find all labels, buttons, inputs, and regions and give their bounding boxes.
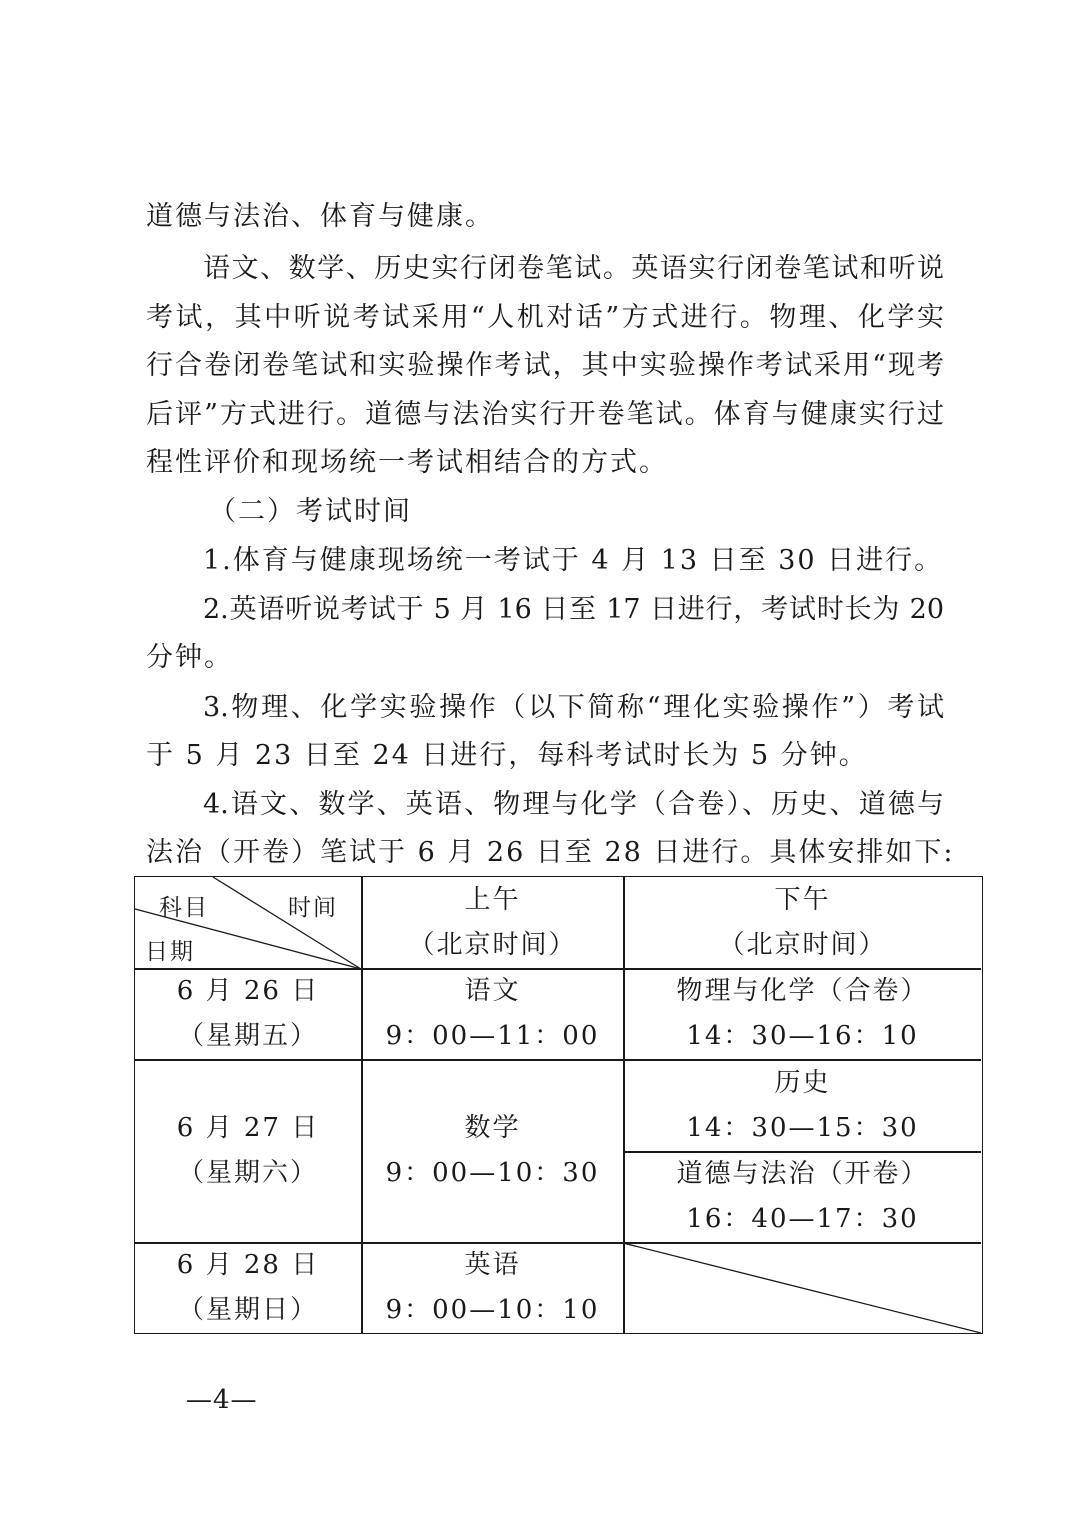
- row-weekday: （星期日）: [177, 1295, 318, 1325]
- list-item: 3.物理、化学实验操作（以下简称“理化实验操作”）考试: [203, 692, 944, 723]
- afternoon-exam-cell: [624, 1060, 981, 1151]
- paragraph-line: 后评”方式进行。道德与法治实行开卷笔试。体育与健康实行过: [146, 399, 944, 430]
- section-heading: （二）考试时间: [209, 496, 412, 527]
- date-cell: [135, 1243, 361, 1333]
- afternoon-exam-cell: [624, 1152, 981, 1242]
- exam-subject: 英语: [464, 1250, 521, 1280]
- empty-afternoon-cell: [624, 1243, 981, 1333]
- row-date: 6 月 27 日: [176, 1113, 320, 1143]
- header-diagonal-line: [213, 877, 361, 969]
- exam-time: 9：00—10：30: [385, 1158, 600, 1188]
- header-afternoon: 下午: [774, 884, 831, 915]
- list-item-continuation: 于 5 月 23 日至 24 日进行，每科考试时长为 5 分钟。: [146, 740, 868, 771]
- exam-subject: 历史: [774, 1067, 831, 1098]
- morning-exam-cell: [362, 1243, 623, 1333]
- exam-subject: 数学: [464, 1113, 521, 1143]
- header-morning-note: （北京时间）: [408, 929, 577, 960]
- date-cell: [135, 1060, 361, 1242]
- row-date: 6 月 26 日: [176, 976, 320, 1006]
- date-cell: [135, 969, 361, 1059]
- exam-subject: 物理与化学（合卷）: [676, 976, 929, 1006]
- list-item: 4.语文、数学、英语、物理与化学（合卷）、历史、道德与: [203, 789, 944, 820]
- afternoon-exam-cell: [624, 969, 981, 1059]
- row-weekday: （星期六）: [177, 1158, 318, 1188]
- header-afternoon-cell: [624, 877, 981, 968]
- row-weekday: （星期五）: [177, 1021, 318, 1051]
- exam-subject: 语文: [464, 976, 521, 1006]
- exam-schedule-table: [134, 876, 983, 1334]
- morning-exam-cell: [362, 969, 623, 1059]
- header-morning: 上午: [464, 884, 521, 915]
- exam-time: 14：30—15：30: [686, 1112, 919, 1143]
- paragraph-line: 语文、数学、历史实行闭卷笔试。英语实行闭卷笔试和听说: [203, 253, 944, 284]
- header-subject-label: 科目: [159, 895, 209, 921]
- header-morning-cell: [362, 877, 623, 968]
- exam-time: 16：40—17：30: [686, 1204, 919, 1234]
- list-item: 2.英语听说考试于 5 月 16 日至 17 日进行，考试时长为 20: [203, 594, 944, 625]
- header-date-label: 日期: [145, 939, 195, 965]
- list-item: 1.体育与健康现场统一考试于 4 月 13 日至 30 日进行。: [203, 545, 944, 576]
- header-afternoon-note: （北京时间）: [718, 929, 887, 960]
- list-item-continuation: 法治（开卷）笔试于 6 月 26 日至 28 日进行。具体安排如下:: [146, 837, 955, 868]
- paragraph-line: 道德与法治、体育与健康。: [146, 201, 494, 232]
- list-item-continuation: 分钟。: [146, 642, 233, 673]
- header-time-label: 时间: [288, 895, 338, 921]
- exam-time: 14：30—16：10: [686, 1021, 919, 1051]
- paragraph-line: 考试，其中听说考试采用“人机对话”方式进行。物理、化学实: [146, 302, 944, 333]
- page-number: —4—: [186, 1385, 258, 1415]
- paragraph-line: 行合卷闭卷笔试和实验操作考试，其中实验操作考试采用“现考: [146, 350, 944, 381]
- exam-time: 9：00—11：00: [385, 1021, 600, 1051]
- row-date: 6 月 28 日: [176, 1250, 320, 1280]
- paragraph-line: 程性评价和现场统一考试相结合的方式。: [146, 447, 668, 478]
- exam-subject: 道德与法治（开卷）: [676, 1159, 929, 1189]
- morning-exam-cell: [362, 1060, 623, 1242]
- exam-time: 9：00—10：10: [385, 1295, 600, 1325]
